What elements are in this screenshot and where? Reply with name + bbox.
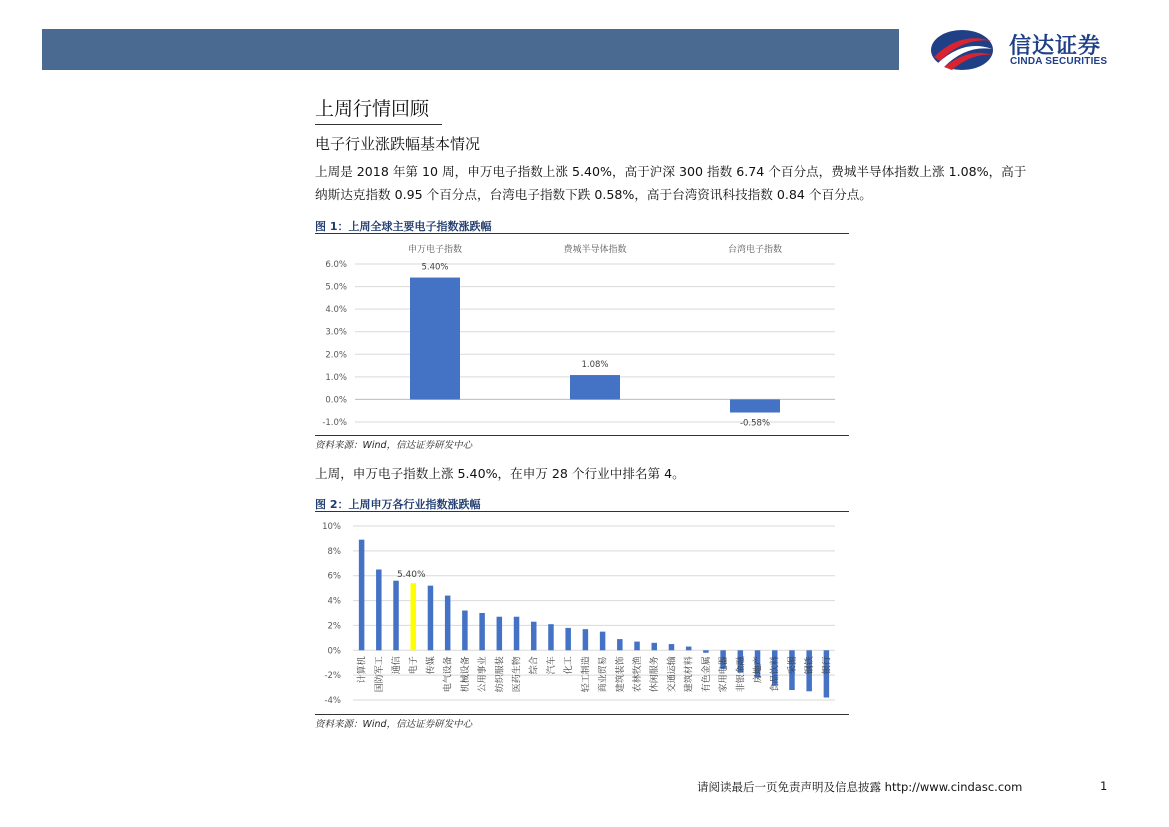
category-label: 通信 — [392, 656, 403, 675]
y-tick-label: -2% — [324, 671, 341, 682]
header-bar — [42, 29, 899, 70]
figure-2-source: 资料来源：Wind，信达证券研发中心 — [315, 719, 473, 730]
category-label: 申万电子指数 — [407, 245, 463, 255]
bar — [703, 650, 709, 652]
figure-1-bottom-rule — [315, 435, 849, 436]
bar — [548, 624, 554, 650]
category-label: 轻工制造 — [581, 656, 592, 693]
figure-2-bottom-rule — [315, 714, 849, 715]
logo-cn-text: 信达证券 — [1009, 34, 1102, 59]
bar — [445, 596, 451, 651]
bar — [669, 644, 675, 650]
y-tick-label: 0% — [327, 646, 341, 657]
sub-title: 电子行业涨跌幅基本情况 — [315, 135, 481, 153]
y-tick-label: 6% — [327, 571, 341, 582]
category-label: 食品饮料 — [770, 656, 781, 693]
category-label: 商业贸易 — [598, 656, 609, 693]
category-label: 钢铁 — [805, 656, 816, 675]
category-label: 费城半导体指数 — [563, 245, 627, 255]
category-label: 综合 — [529, 656, 540, 675]
bar — [393, 581, 399, 651]
data-label: 5.40% — [421, 262, 449, 273]
data-label: 5.40% — [396, 570, 426, 581]
y-tick-label: 5.0% — [325, 282, 347, 293]
category-label: 纺织服装 — [495, 656, 506, 693]
category-label: 国防军工 — [374, 656, 385, 693]
data-label: 1.08% — [581, 360, 609, 371]
bar — [652, 643, 658, 650]
figure-1-chart — [315, 234, 849, 434]
bar — [359, 540, 365, 651]
footer-disclaimer: 请阅读最后一页免责声明及信息披露 http://www.cindasc.com — [697, 780, 1023, 794]
section-title-underline — [315, 124, 442, 125]
category-label: 医药生物 — [512, 656, 523, 693]
bar — [462, 611, 468, 651]
bar — [479, 613, 485, 650]
category-label: 建筑材料 — [684, 656, 695, 693]
category-label: 化工 — [564, 656, 575, 675]
category-label: 交通运输 — [667, 656, 678, 693]
category-label: 家用电器 — [719, 656, 730, 693]
category-label: 休闲服务 — [650, 656, 661, 693]
category-label: 电子 — [409, 656, 420, 675]
section-title: 上周行情回顾 — [315, 98, 430, 120]
category-label: 非银金融 — [736, 656, 747, 693]
figure-1-title: 图 1：上周全球主要电子指数涨跌幅 — [315, 220, 492, 233]
category-label: 机械设备 — [460, 656, 471, 693]
bar — [634, 642, 640, 651]
category-label: 银行 — [822, 656, 833, 675]
bar — [531, 622, 537, 651]
category-label: 计算机 — [357, 656, 368, 684]
y-tick-label: 1.0% — [325, 372, 347, 383]
y-tick-label: -1.0% — [322, 418, 347, 428]
paragraph-1-line-1: 上周是 2018 年第 10 周，申万电子指数上涨 5.40%，高于沪深 300 指数 6.74 个百分点，费城半导体指数上涨 1.08%，高于 — [315, 164, 1027, 179]
bar — [600, 632, 606, 651]
figure-1-source: 资料来源：Wind，信达证券研发中心 — [315, 440, 473, 451]
y-tick-label: 0.0% — [325, 395, 347, 406]
category-label: 台湾电子指数 — [727, 245, 783, 255]
data-label: -0.58% — [739, 418, 771, 429]
category-label: 有色金属 — [701, 656, 712, 693]
bar — [570, 375, 620, 399]
bar — [411, 583, 417, 650]
figure-2-chart — [315, 512, 849, 712]
bar — [686, 647, 692, 651]
bar — [376, 570, 381, 651]
bar — [410, 278, 460, 400]
category-label: 农林牧渔 — [633, 656, 644, 693]
category-label: 采掘 — [787, 656, 798, 675]
category-label: 房地产 — [753, 656, 764, 684]
y-tick-label: 8% — [327, 546, 341, 557]
bar — [514, 617, 520, 651]
category-label: 电气设备 — [443, 656, 454, 693]
page-number: 1 — [1100, 779, 1108, 793]
figure-2-title: 图 2：上周申万各行业指数涨跌幅 — [315, 498, 481, 511]
y-tick-label: 2% — [327, 621, 341, 632]
y-tick-label: -4% — [324, 696, 341, 706]
y-tick-label: 6.0% — [325, 260, 347, 270]
y-tick-label: 3.0% — [325, 327, 347, 338]
category-label: 汽车 — [546, 656, 557, 675]
bar — [617, 639, 623, 650]
y-tick-label: 4% — [327, 596, 341, 607]
bar — [583, 629, 589, 650]
paragraph-1-line-2: 纳斯达克指数 0.95 个百分点，台湾电子指数下跌 0.58%，高于台湾资讯科技指数 0.84 个百分点。 — [315, 187, 872, 202]
paragraph-2: 上周，申万电子指数上涨 5.40%，在申万 28 个行业中排名第 4。 — [315, 466, 685, 481]
category-label: 公用事业 — [478, 656, 489, 693]
logo-en-text: CINDA SECURITIES — [1010, 56, 1108, 67]
bar — [497, 617, 503, 651]
category-label: 传媒 — [426, 656, 437, 675]
bar — [730, 399, 780, 412]
bar — [565, 628, 571, 650]
y-tick-label: 2.0% — [325, 350, 347, 361]
y-tick-label: 4.0% — [325, 305, 347, 316]
y-tick-label: 10% — [322, 522, 341, 532]
bar — [428, 586, 434, 651]
category-label: 建筑装饰 — [615, 656, 626, 693]
